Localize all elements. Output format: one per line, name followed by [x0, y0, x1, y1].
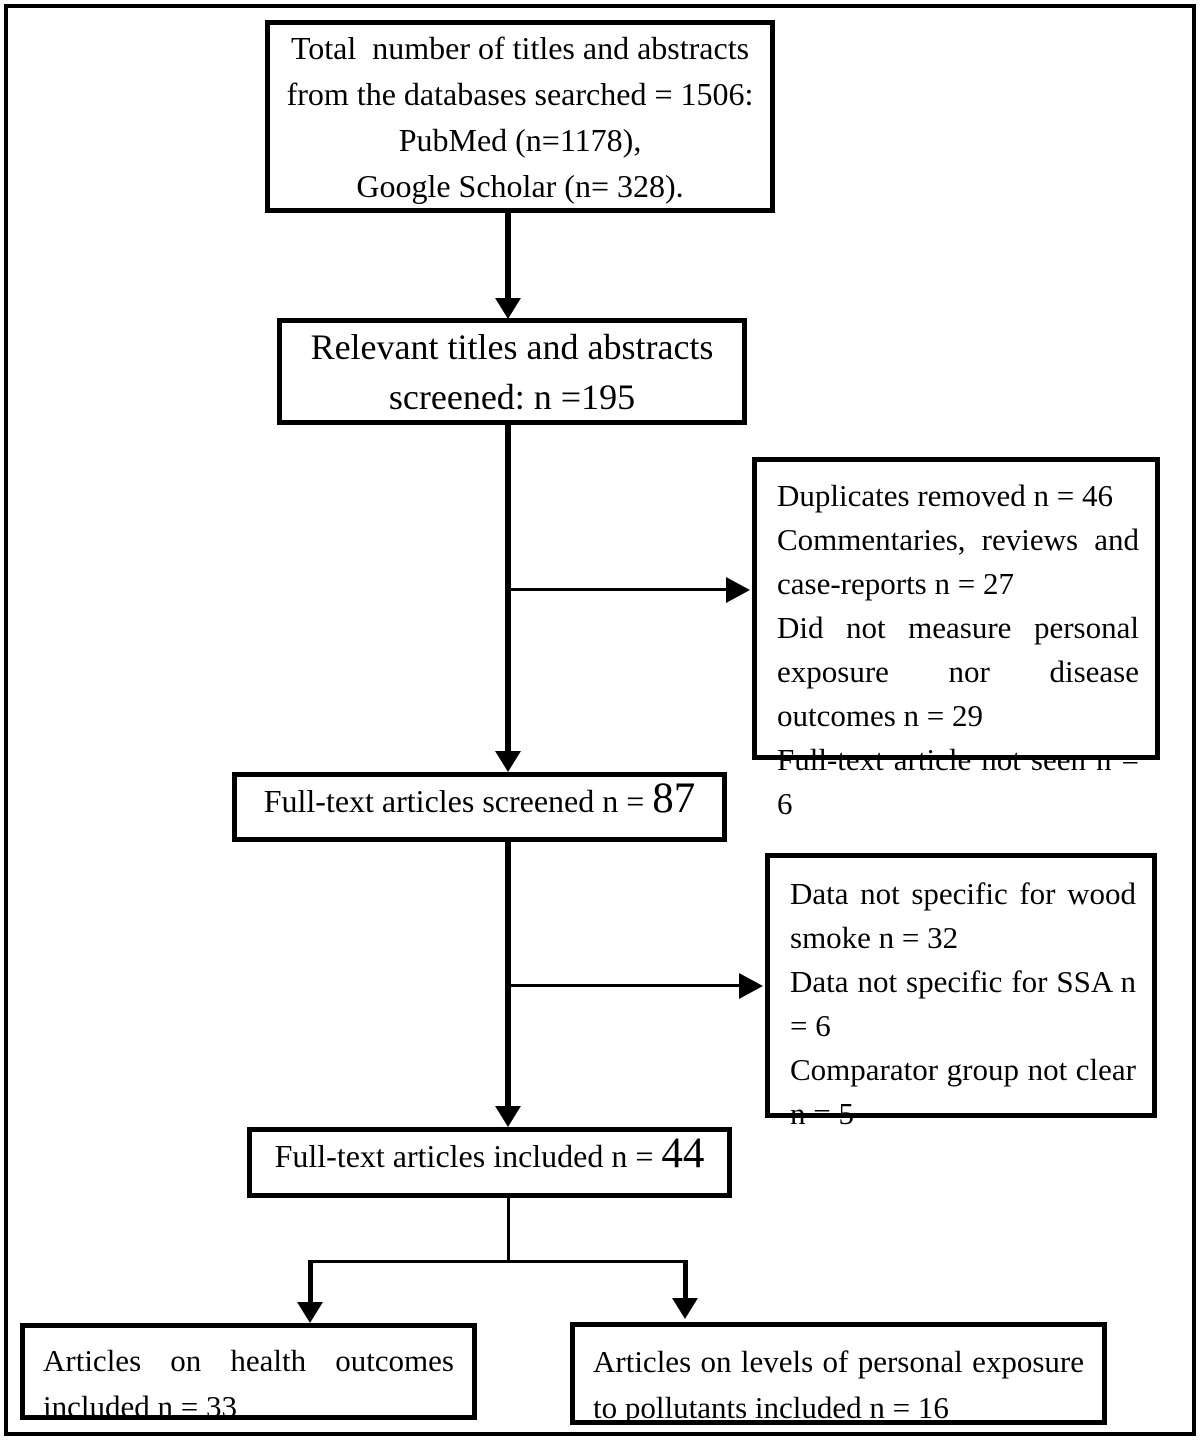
box-exposure-levels-text: Articles on levels of personal exposure to pollutants included n = 16	[593, 1344, 1084, 1425]
arrow-screened-to-fulltext-head-icon	[495, 751, 521, 772]
box-total-records-line: Total number of titles and abstracts	[290, 29, 750, 66]
arrow-to-health-outcomes-head-icon	[297, 1302, 323, 1323]
box-fulltext-included-count: 44	[661, 1130, 705, 1177]
box-fulltext-exclusions	[765, 853, 1157, 1131]
box-fulltext-included-label: Full-text articles included n =	[274, 1138, 662, 1174]
arrow-fulltext-to-included-head-icon	[495, 1106, 521, 1127]
box-total-records-line: PubMed (n=1178),	[398, 121, 642, 158]
exclusion-reason: Data not specific for SSA n = 6	[790, 964, 1136, 1043]
arrow-to-fulltext-exclusions-shaft	[508, 984, 739, 987]
box-health-outcomes-text: Articles on health outcomes included n = 33	[43, 1343, 454, 1424]
box-relevant-screened	[277, 318, 747, 425]
split-horizontal-line	[309, 1260, 687, 1263]
exclusion-reason: Comparator group not clear n = 5	[790, 1052, 1136, 1131]
arrow-to-health-outcomes-shaft	[308, 1260, 313, 1305]
exclusion-reason: Duplicates removed n = 46	[777, 478, 1114, 513]
box-fulltext-screened-count: 87	[652, 775, 696, 822]
box-total-records	[265, 20, 775, 213]
box-fulltext-included	[247, 1127, 732, 1198]
box-total-records-line: Google Scholar (n= 328).	[356, 167, 684, 204]
box-abstract-exclusions	[752, 457, 1160, 821]
exclusion-reason: Data not specific for wood smoke n = 32	[790, 876, 1136, 955]
arrow-to-exposure-head-icon	[672, 1298, 698, 1319]
exclusion-reason: Did not measure personal exposure nor disease outcomes n = 29	[777, 610, 1139, 733]
arrow-total-to-screened-shaft	[505, 213, 511, 300]
exclusion-reason: Commentaries, reviews and case-reports n = 27	[777, 522, 1139, 601]
exclusion-reason: Full-text article not seen n = 6	[777, 742, 1139, 821]
arrow-to-abstract-exclusions-shaft	[508, 588, 728, 591]
arrow-total-to-screened-head-icon	[495, 298, 521, 319]
box-exposure-levels	[570, 1322, 1107, 1425]
box-fulltext-screened	[232, 772, 727, 842]
arrow-to-abstract-exclusions-head-icon	[726, 577, 750, 603]
box-relevant-screened-line: screened: n =195	[388, 376, 636, 417]
box-total-records-line: from the databases searched = 1506:	[286, 75, 754, 112]
box-health-outcomes	[20, 1323, 477, 1424]
arrow-to-fulltext-exclusions-head-icon	[739, 973, 763, 999]
arrow-to-exposure-shaft	[683, 1260, 688, 1300]
box-relevant-screened-line: Relevant titles and abstracts	[310, 326, 714, 367]
arrow-fulltext-to-included-shaft	[505, 842, 511, 1108]
split-stem-line	[507, 1198, 510, 1262]
box-fulltext-screened-label: Full-text articles screened n =	[263, 783, 653, 819]
